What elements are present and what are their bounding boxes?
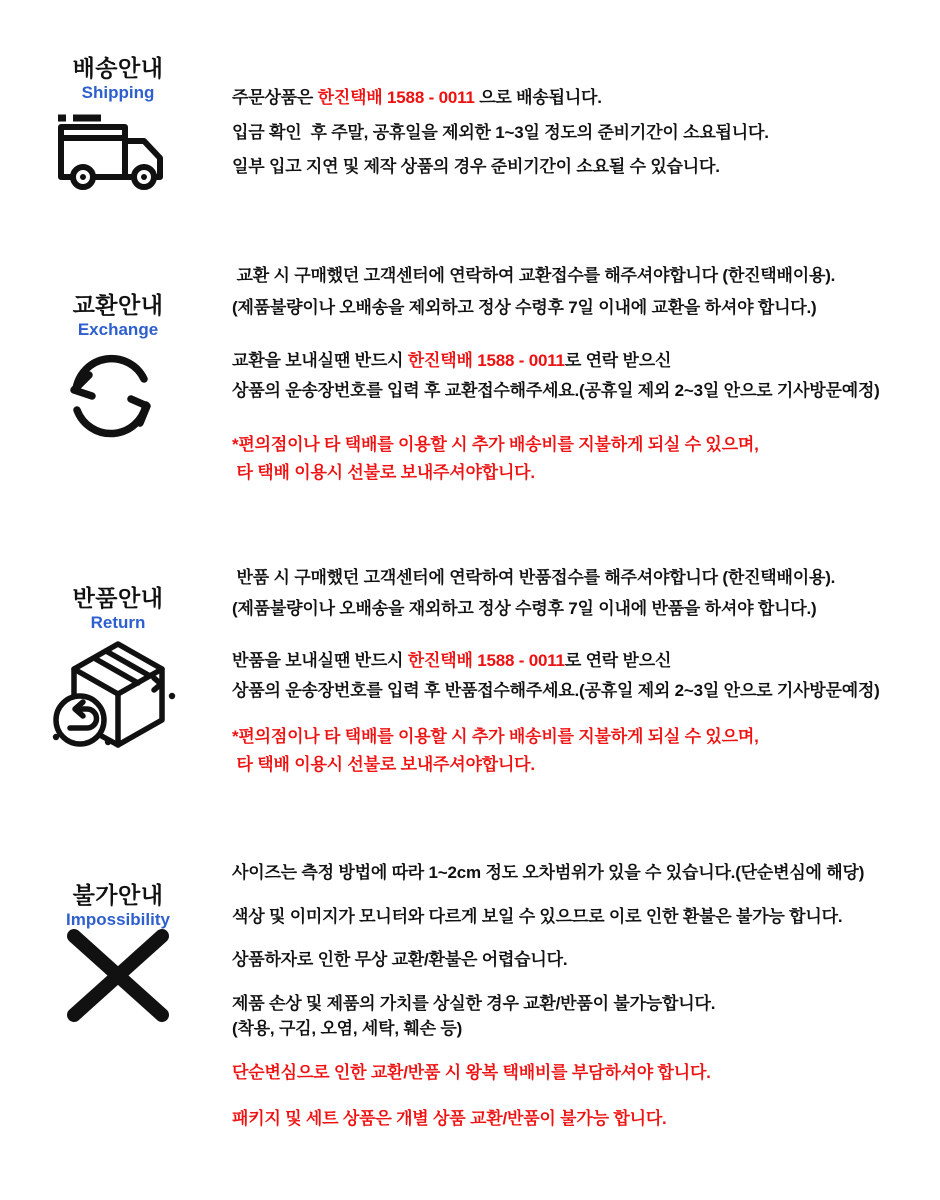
- notice-text: 입금 확인 후 주말, 공휴일을 제외한 1~3일 정도의 준비기간이 소요됩니다.: [232, 123, 769, 142]
- x-icon: [64, 928, 172, 1023]
- courier-phone: 한진택배 1588 - 0011: [407, 651, 565, 670]
- notice-text: 상품하자로 인한 무상 교환/환불은 어렵습니다.: [232, 950, 568, 969]
- section-title-shipping: 배송안내: [72, 55, 164, 81]
- notice-text: 교환 시 구매했던 고객센터에 연락하여 교환접수를 해주셔야합니다 (한진택배이용).: [232, 266, 836, 285]
- warning-line: [232, 1108, 667, 1129]
- section-subtitle-impossibility: Impossibility: [66, 910, 170, 929]
- warning-line: [232, 434, 759, 455]
- notice-line: [232, 862, 864, 883]
- return-box-icon: [50, 634, 186, 770]
- warning-text: 패키지 및 세트 상품은 개별 상품 교환/반품이 불가능 합니다.: [232, 1109, 667, 1128]
- cycle-arrows-icon: [61, 345, 161, 448]
- notice-line: [232, 265, 835, 286]
- notice-line: [232, 650, 671, 671]
- warning-line: [232, 462, 535, 483]
- notice-line: [232, 567, 835, 588]
- notice-text: 사이즈는 측정 방법에 따라 1~2cm 정도 오차범위가 있을 수 있습니다.(단순변심에 해당): [232, 863, 865, 882]
- notice-text: 일부 입고 지연 및 제작 상품의 경우 준비기간이 소요될 수 있습니다.: [232, 157, 720, 176]
- section-header-impossibility: [33, 882, 203, 930]
- section-subtitle-exchange: Exchange: [77, 320, 159, 339]
- notice-text: (착용, 구김, 오염, 세탁, 훼손 등): [232, 1019, 463, 1038]
- section-header-return: [33, 585, 203, 633]
- notice-text: 주문상품은: [232, 88, 318, 107]
- warning-line: [232, 1062, 711, 1083]
- notice-text: 반품 시 구매했던 고객센터에 연락하여 반품접수를 해주셔야합니다 (한진택배이용).: [232, 568, 836, 587]
- warning-text: *편의점이나 타 택배를 이용할 시 추가 배송비를 지불하게 되실 수 있으며,: [232, 727, 759, 746]
- courier-phone: 한진택배 1588 - 0011: [407, 351, 565, 370]
- notice-line: [232, 680, 880, 701]
- notice-text: 로 연락 받으신: [564, 651, 672, 670]
- section-title-return: 반품안내: [72, 585, 164, 611]
- notice-text: 교환을 보내실땐 반드시: [232, 351, 408, 370]
- notice-line: [232, 297, 817, 318]
- section-subtitle-return: Return: [90, 613, 146, 632]
- notice-line: [232, 156, 720, 177]
- notice-line: [232, 122, 769, 143]
- notice-text: 으로 배송됩니다.: [474, 88, 602, 107]
- warning-line: [232, 754, 535, 775]
- warning-text: 타 택배 이용시 선불로 보내주셔야합니다.: [232, 755, 535, 774]
- warning-text: 단순변심으로 인한 교환/반품 시 왕복 택배비를 부담하셔야 합니다.: [232, 1063, 711, 1082]
- notice-line: [232, 906, 842, 927]
- notice-line: [232, 350, 671, 371]
- notice-line: [232, 380, 880, 401]
- section-subtitle-shipping: Shipping: [81, 83, 155, 102]
- warning-text: *편의점이나 타 택배를 이용할 시 추가 배송비를 지불하게 되실 수 있으며,: [232, 435, 759, 454]
- notice-line: [232, 598, 817, 619]
- section-header-shipping: [33, 55, 203, 103]
- notice-text: 로 연락 받으신: [564, 351, 672, 370]
- notice-text: 색상 및 이미지가 모니터와 다르게 보일 수 있으므로 이로 인한 환불은 불가능 합니다.: [232, 907, 843, 926]
- notice-line: [232, 1018, 462, 1039]
- section-header-exchange: [33, 292, 203, 340]
- notice-text: 상품의 운송장번호를 입력 후 교환접수해주세요.(공휴일 제외 2~3일 안으로 기사방문예정): [232, 381, 880, 400]
- section-title-exchange: 교환안내: [72, 292, 164, 318]
- notice-line: [232, 87, 602, 108]
- notice-text: (제품불량이나 오배송을 제외하고 정상 수령후 7일 이내에 교환을 하셔야 합니다.): [232, 298, 817, 317]
- notice-line: [232, 993, 715, 1014]
- courier-phone: 한진택배 1588 - 0011: [317, 88, 475, 107]
- section-title-impossibility: 불가안내: [72, 882, 164, 908]
- notice-text: 제품 손상 및 제품의 가치를 상실한 경우 교환/반품이 불가능합니다.: [232, 994, 716, 1013]
- warning-line: [232, 726, 759, 747]
- notice-line: [232, 949, 567, 970]
- notice-text: (제품불량이나 오배송을 재외하고 정상 수령후 7일 이내에 반품을 하셔야 합니다.): [232, 599, 817, 618]
- truck-icon: [56, 106, 178, 198]
- notice-text: 상품의 운송장번호를 입력 후 반품접수해주세요.(공휴일 제외 2~3일 안으로 기사방문예정): [232, 681, 880, 700]
- warning-text: 타 택배 이용시 선불로 보내주셔야합니다.: [232, 463, 535, 482]
- notice-text: 반품을 보내실땐 반드시: [232, 651, 408, 670]
